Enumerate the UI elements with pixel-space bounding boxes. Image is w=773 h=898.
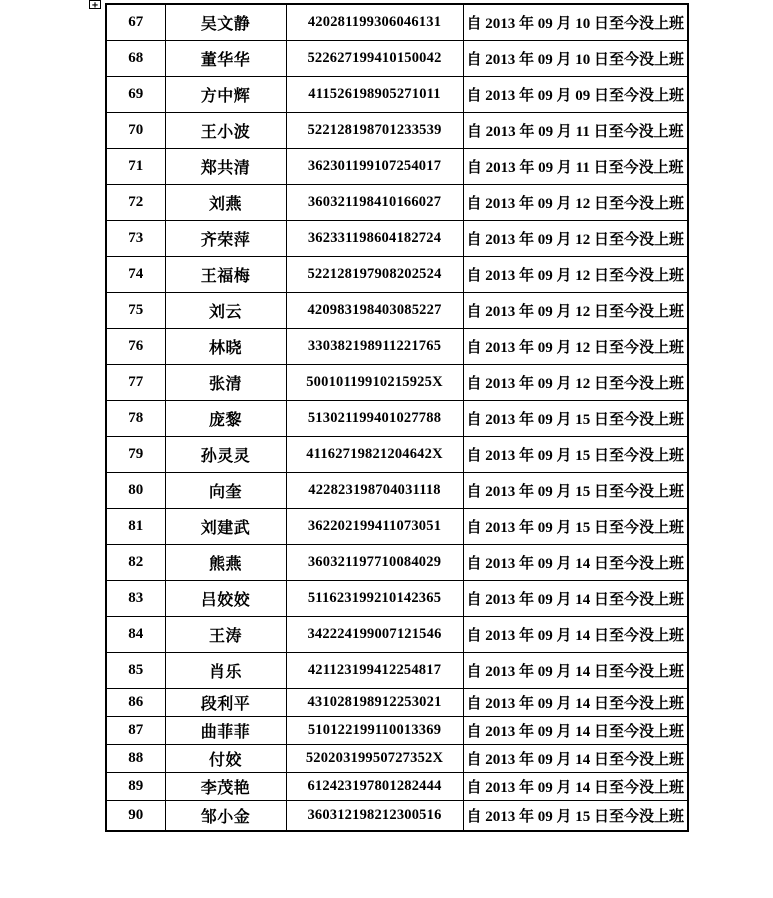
cell-name: 张清 bbox=[165, 364, 286, 400]
cell-index: 78 bbox=[106, 400, 165, 436]
table-row bbox=[106, 472, 688, 508]
table-row bbox=[106, 652, 688, 688]
cell-index: 83 bbox=[106, 580, 165, 616]
cell-status: 自 2013 年 09 月 12 日至今没上班 bbox=[463, 328, 688, 364]
table-row bbox=[106, 436, 688, 472]
table-row bbox=[106, 184, 688, 220]
cell-status: 自 2013 年 09 月 11 日至今没上班 bbox=[463, 148, 688, 184]
cell-status: 自 2013 年 09 月 11 日至今没上班 bbox=[463, 112, 688, 148]
table-row bbox=[106, 716, 688, 744]
cell-index: 68 bbox=[106, 40, 165, 76]
cell-name: 肖乐 bbox=[165, 652, 286, 688]
cell-status: 自 2013 年 09 月 14 日至今没上班 bbox=[463, 744, 688, 772]
cell-status: 自 2013 年 09 月 12 日至今没上班 bbox=[463, 364, 688, 400]
cell-index: 86 bbox=[106, 688, 165, 716]
cell-status: 自 2013 年 09 月 10 日至今没上班 bbox=[463, 4, 688, 40]
table-row bbox=[106, 148, 688, 184]
cell-id_number: 510122199110013369 bbox=[286, 716, 463, 744]
cell-id_number: 522128198701233539 bbox=[286, 112, 463, 148]
cell-status: 自 2013 年 09 月 15 日至今没上班 bbox=[463, 800, 688, 831]
cell-name: 董华华 bbox=[165, 40, 286, 76]
cell-index: 73 bbox=[106, 220, 165, 256]
cell-id_number: 513021199401027788 bbox=[286, 400, 463, 436]
table-row bbox=[106, 508, 688, 544]
cell-name: 庞黎 bbox=[165, 400, 286, 436]
cell-name: 刘燕 bbox=[165, 184, 286, 220]
table-row bbox=[106, 76, 688, 112]
cell-status: 自 2013 年 09 月 15 日至今没上班 bbox=[463, 400, 688, 436]
cell-id_number: 52020319950727352X bbox=[286, 744, 463, 772]
cell-index: 79 bbox=[106, 436, 165, 472]
table-row bbox=[106, 772, 688, 800]
cell-id_number: 362301199107254017 bbox=[286, 148, 463, 184]
cell-status: 自 2013 年 09 月 12 日至今没上班 bbox=[463, 184, 688, 220]
cell-id_number: 330382198911221765 bbox=[286, 328, 463, 364]
cell-id_number: 50010119910215925X bbox=[286, 364, 463, 400]
cell-name: 刘建武 bbox=[165, 508, 286, 544]
table-row bbox=[106, 616, 688, 652]
cell-id_number: 360321197710084029 bbox=[286, 544, 463, 580]
cell-index: 88 bbox=[106, 744, 165, 772]
cell-id_number: 522128197908202524 bbox=[286, 256, 463, 292]
cell-status: 自 2013 年 09 月 14 日至今没上班 bbox=[463, 716, 688, 744]
cell-status: 自 2013 年 09 月 14 日至今没上班 bbox=[463, 652, 688, 688]
cell-name: 熊燕 bbox=[165, 544, 286, 580]
cell-name: 曲菲菲 bbox=[165, 716, 286, 744]
cell-index: 69 bbox=[106, 76, 165, 112]
cell-id_number: 41162719821204642X bbox=[286, 436, 463, 472]
table-row bbox=[106, 220, 688, 256]
cell-name: 林晓 bbox=[165, 328, 286, 364]
cell-name: 吕姣姣 bbox=[165, 580, 286, 616]
cell-name: 王涛 bbox=[165, 616, 286, 652]
cell-name: 孙灵灵 bbox=[165, 436, 286, 472]
cell-id_number: 420983198403085227 bbox=[286, 292, 463, 328]
attendance-table bbox=[105, 3, 689, 832]
cell-id_number: 431028198912253021 bbox=[286, 688, 463, 716]
cell-id_number: 342224199007121546 bbox=[286, 616, 463, 652]
cell-id_number: 411526198905271011 bbox=[286, 76, 463, 112]
cell-index: 76 bbox=[106, 328, 165, 364]
cell-status: 自 2013 年 09 月 15 日至今没上班 bbox=[463, 436, 688, 472]
cell-name: 吴文静 bbox=[165, 4, 286, 40]
cell-index: 77 bbox=[106, 364, 165, 400]
table-row bbox=[106, 256, 688, 292]
cell-status: 自 2013 年 09 月 12 日至今没上班 bbox=[463, 292, 688, 328]
cell-index: 74 bbox=[106, 256, 165, 292]
table-row bbox=[106, 800, 688, 831]
cell-id_number: 511623199210142365 bbox=[286, 580, 463, 616]
cell-name: 郑共清 bbox=[165, 148, 286, 184]
cell-name: 付姣 bbox=[165, 744, 286, 772]
cell-name: 王小波 bbox=[165, 112, 286, 148]
cell-id_number: 360312198212300516 bbox=[286, 800, 463, 831]
table-row bbox=[106, 544, 688, 580]
table-row bbox=[106, 688, 688, 716]
cell-id_number: 420281199306046131 bbox=[286, 4, 463, 40]
cell-index: 85 bbox=[106, 652, 165, 688]
table-row bbox=[106, 292, 688, 328]
table-body bbox=[106, 4, 688, 831]
cell-index: 72 bbox=[106, 184, 165, 220]
cell-status: 自 2013 年 09 月 14 日至今没上班 bbox=[463, 616, 688, 652]
attendance-table-container bbox=[105, 3, 689, 832]
cell-index: 71 bbox=[106, 148, 165, 184]
cell-id_number: 362331198604182724 bbox=[286, 220, 463, 256]
cell-name: 方中辉 bbox=[165, 76, 286, 112]
table-row bbox=[106, 328, 688, 364]
cell-index: 84 bbox=[106, 616, 165, 652]
cell-id_number: 522627199410150042 bbox=[286, 40, 463, 76]
cell-name: 李茂艳 bbox=[165, 772, 286, 800]
cell-index: 81 bbox=[106, 508, 165, 544]
cell-index: 82 bbox=[106, 544, 165, 580]
cell-status: 自 2013 年 09 月 14 日至今没上班 bbox=[463, 688, 688, 716]
cell-name: 邹小金 bbox=[165, 800, 286, 831]
cell-status: 自 2013 年 09 月 15 日至今没上班 bbox=[463, 508, 688, 544]
table-row bbox=[106, 580, 688, 616]
cell-status: 自 2013 年 09 月 10 日至今没上班 bbox=[463, 40, 688, 76]
cell-status: 自 2013 年 09 月 15 日至今没上班 bbox=[463, 472, 688, 508]
table-row bbox=[106, 744, 688, 772]
table-row bbox=[106, 4, 688, 40]
cell-name: 王福梅 bbox=[165, 256, 286, 292]
table-row bbox=[106, 364, 688, 400]
table-row bbox=[106, 400, 688, 436]
cell-status: 自 2013 年 09 月 14 日至今没上班 bbox=[463, 544, 688, 580]
cell-status: 自 2013 年 09 月 14 日至今没上班 bbox=[463, 772, 688, 800]
cell-status: 自 2013 年 09 月 12 日至今没上班 bbox=[463, 256, 688, 292]
cell-index: 75 bbox=[106, 292, 165, 328]
cell-id_number: 422823198704031118 bbox=[286, 472, 463, 508]
cell-index: 89 bbox=[106, 772, 165, 800]
cell-index: 90 bbox=[106, 800, 165, 831]
cell-index: 70 bbox=[106, 112, 165, 148]
cell-index: 80 bbox=[106, 472, 165, 508]
cell-name: 齐荣萍 bbox=[165, 220, 286, 256]
cell-index: 87 bbox=[106, 716, 165, 744]
cell-id_number: 360321198410166027 bbox=[286, 184, 463, 220]
cell-name: 向奎 bbox=[165, 472, 286, 508]
table-row bbox=[106, 40, 688, 76]
cell-status: 自 2013 年 09 月 09 日至今没上班 bbox=[463, 76, 688, 112]
cell-name: 段利平 bbox=[165, 688, 286, 716]
cell-status: 自 2013 年 09 月 12 日至今没上班 bbox=[463, 220, 688, 256]
cell-id_number: 362202199411073051 bbox=[286, 508, 463, 544]
table-move-handle-icon[interactable]: + bbox=[89, 0, 101, 9]
cell-status: 自 2013 年 09 月 14 日至今没上班 bbox=[463, 580, 688, 616]
cell-id_number: 421123199412254817 bbox=[286, 652, 463, 688]
cell-id_number: 612423197801282444 bbox=[286, 772, 463, 800]
cell-index: 67 bbox=[106, 4, 165, 40]
table-row bbox=[106, 112, 688, 148]
cell-name: 刘云 bbox=[165, 292, 286, 328]
